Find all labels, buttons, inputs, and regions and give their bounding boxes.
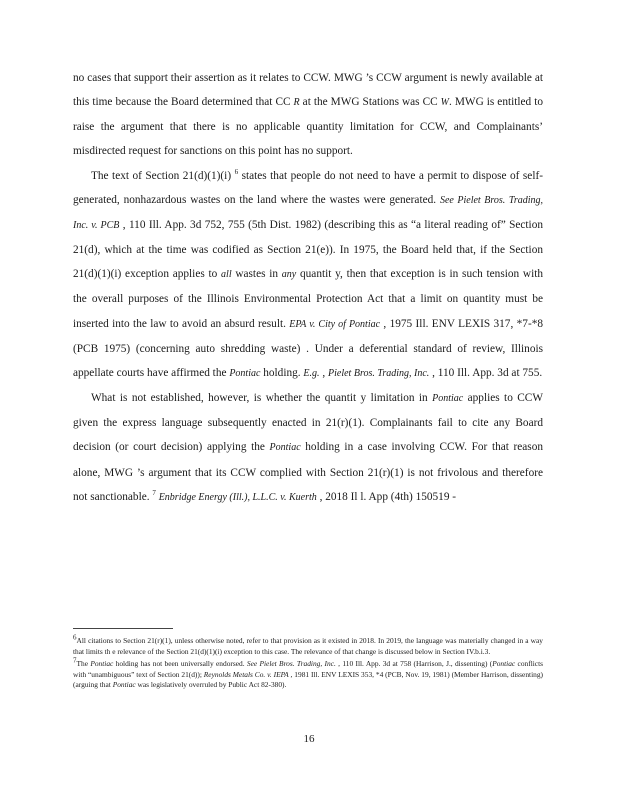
italic-run: any xyxy=(281,269,297,281)
text-run: at the MWG Stations was CC xyxy=(299,96,441,109)
italic-run: W xyxy=(440,97,450,109)
italic-run: R xyxy=(293,97,300,109)
footnote-ref-6[interactable]: 6 xyxy=(234,167,239,176)
footnote-text: All citations to Section 21(r)(1), unless otherwise noted, refer to that provision as it existed in 2018. In 2019, the language was materially changed in a way that limits th e relevance of the Section 21(d)(1)(i) exception to this case. The relevance of that change is discussed below in Section IV.b.i.3. xyxy=(73,636,543,656)
text-run: quantit y, then that exception is in such tension with the overall purposes of the Illinois Environmental Protection Act that a limit on quantity must be inserted into the law to avoid an absurd result. xyxy=(73,268,543,330)
italic-run: Pontiac xyxy=(90,659,114,669)
footnote-text: , 110 Ill. App. 3d at 758 (Harrison, J., dissenting) ( xyxy=(335,659,493,669)
footnote-marker: 6 xyxy=(73,633,77,642)
case-citation: See Pielet Bros. Trading, Inc. xyxy=(246,659,336,669)
italic-run: Pontiac xyxy=(229,367,261,379)
case-citation: Pielet Bros. Trading, Inc. xyxy=(328,367,430,379)
text-run: wastes in xyxy=(231,268,282,281)
italic-run: Pontiac xyxy=(269,442,301,454)
text-run: , 2018 Il l. App (4th) 150519 - xyxy=(316,490,457,503)
text-run: holding in a case involving CCW. For that reason alone, MWG ’s argument that its CCW complied with Section 21(r)(1) is not frivolous and therefore not sanctionable. xyxy=(73,441,543,503)
page-number: 16 xyxy=(303,733,315,745)
text-run: , xyxy=(319,366,329,379)
footnote-6 xyxy=(73,633,543,657)
italic-run: Pontiac xyxy=(492,659,516,669)
footnote-divider xyxy=(73,628,173,629)
body-text xyxy=(73,66,543,510)
text-run: , 110 Ill. App. 3d 752, 755 (5th Dist. 1982) (describing this as “a literal reading of” Section 21(d), which at the time was codified as Section 21(e)). In 1975, the Board held that, if the Section 21(d)(1)(i) exception applies to xyxy=(73,218,543,281)
paragraph-2 xyxy=(73,164,543,386)
text-run: no cases that support their assertion as it relates to CCW. MWG ’s CCW argument is newly available at this time because the Board determined that CC xyxy=(73,72,543,109)
paragraph-1 xyxy=(73,66,543,164)
text-run: holding. xyxy=(260,366,304,379)
italic-run: Pontiac xyxy=(432,393,464,405)
footnote-ref-7[interactable]: 7 xyxy=(152,488,156,497)
text-run: , 110 Ill. App. 3d at 755. xyxy=(429,366,543,379)
case-citation: EPA v. City of Pontiac xyxy=(289,318,381,330)
text-run: The text of Section 21(d)(1)(i) xyxy=(91,169,235,182)
footnote-marker: 7 xyxy=(73,656,77,665)
italic-run: E.g. xyxy=(303,367,320,379)
case-citation: See Pielet Bros. Trading, Inc. v. PCB xyxy=(73,194,544,231)
text-run: , 1975 Ill. ENV LEXIS 317, *7-*8 (PCB 1975) (concerning auto shredding waste) . Under a deferential standard of review, Illinois appellate courts have affirmed the xyxy=(73,317,543,379)
footnotes xyxy=(73,633,544,693)
case-citation: Enbridge Energy (Ill.), L.L.C. v. Kuerth xyxy=(158,491,317,503)
text-run: applies to CCW given the express language subsequently enacted in 21(r)(1). Complainants fail to cite any Board decision (or court decision) applying the xyxy=(73,392,543,454)
footnote-text: The xyxy=(76,659,91,669)
text-run: . MWG is entitled to raise the argument that there is no applicable quantity limitation for CCW, and Complainants’ misdirected request for sanctions on this point has no support. xyxy=(73,96,543,158)
italic-run: all xyxy=(221,269,232,281)
paragraph-3 xyxy=(73,386,543,510)
footnote-text: , 1981 Ill. ENV LEXIS 353, *4 (PCB, Nov. 19, 1981) (Member Harrison, dissenting) (arguing that xyxy=(73,669,543,690)
footnote-text: conflicts with “unambiguous” text of Section 21(d)); xyxy=(73,659,544,679)
case-citation: Reynolds Metals Co. v. IEPA xyxy=(203,669,289,679)
footnote-text: holding has not been universally endorsed. xyxy=(113,659,247,669)
italic-run: Pontiac xyxy=(112,680,136,690)
text-run: states that people do not need to have a permit to dispose of self-generated, nonhazardous wastes on the land where the wastes were generated. xyxy=(73,169,543,206)
footnote-text: was legislatively overruled by Public Act 82-380). xyxy=(135,680,287,690)
text-run: What is not established, however, is whether the quantit y limitation in xyxy=(91,392,433,405)
footnote-7 xyxy=(73,656,544,691)
